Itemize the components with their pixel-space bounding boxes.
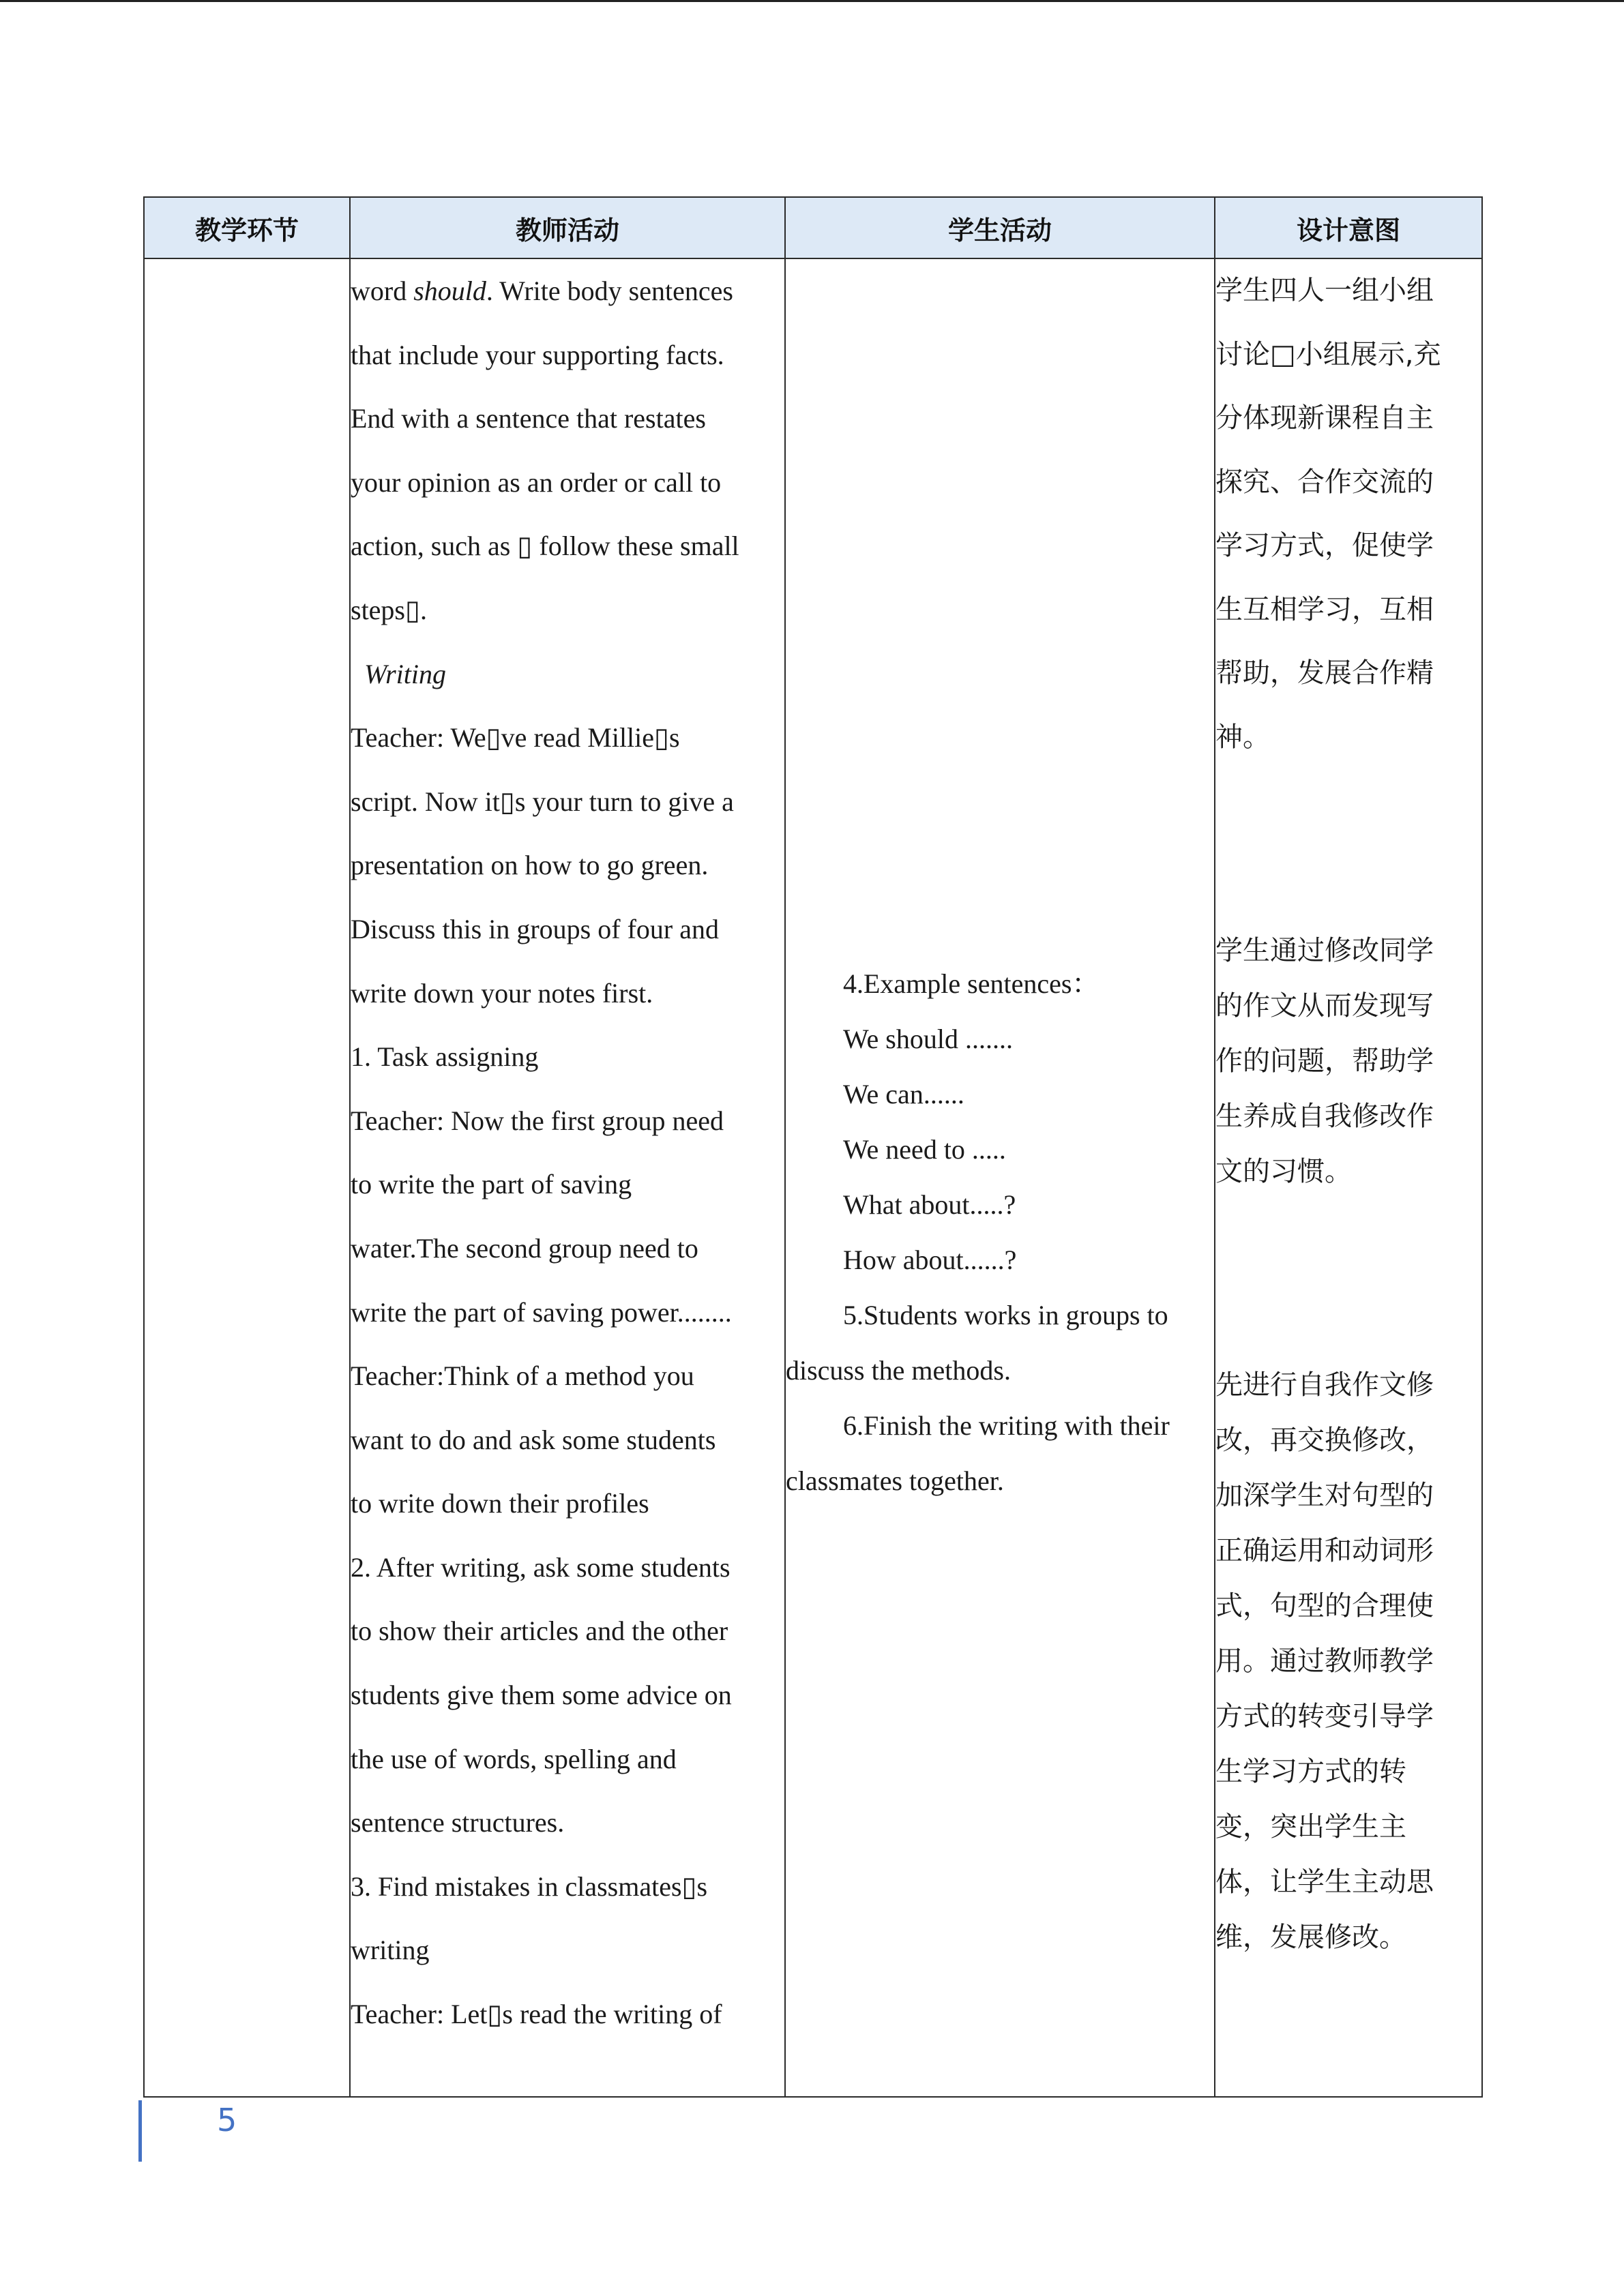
teacher-activity-line: presentation on how to go green. — [351, 850, 709, 881]
teacher-activity-line: script. Now it▯s your turn to give a — [351, 786, 734, 817]
student-activity-line: We need to ..... — [843, 1134, 1006, 1165]
design-spacer-1 — [1215, 769, 1481, 923]
header-teacher-activity: 教师活动 — [350, 197, 785, 258]
design-intent-line: 学生通过修改同学 — [1215, 935, 1434, 966]
design-intent-line: 维，发展修改。 — [1215, 1922, 1406, 1953]
student-activity-line: How about......? — [843, 1244, 1017, 1275]
teacher-activity-line: Teacher: We▯ve read Millie▯s — [351, 722, 680, 754]
teacher-activity-line: water.The second group need to — [351, 1232, 698, 1264]
design-intent-line: 神。 — [1215, 721, 1270, 753]
teacher-activity-line: 3. Find mistakes in classmates▯s — [351, 1870, 708, 1902]
teacher-activity-line: Teacher: Now the first group need — [351, 1105, 724, 1136]
design-intent-block-3 — [1215, 1358, 1481, 1965]
design-intent-line: 的作文从而发现写 — [1215, 990, 1434, 1022]
design-intent-line: 作的问题，帮助学 — [1215, 1045, 1434, 1077]
student-activity-cell — [785, 258, 1215, 2097]
design-intent-line: 先进行自我作文修 — [1215, 1369, 1434, 1401]
header-student-activity: 学生活动 — [785, 197, 1215, 258]
teacher-activity-line: write the part of saving power........ — [351, 1296, 732, 1328]
student-activity-line: 4.Example sentences： — [843, 968, 1099, 999]
teacher-activity-line: Teacher: Let▯s read the writing of — [351, 1999, 722, 2030]
student-top-spacer — [786, 259, 1214, 956]
teaching-stage-cell — [144, 258, 350, 2097]
design-spacer-2 — [1215, 1199, 1481, 1358]
teacher-activity-line: to show their articles and the other — [351, 1615, 728, 1647]
teacher-activity-line: 2. After writing, ask some students — [351, 1551, 730, 1583]
student-activity-line: discuss the methods. — [786, 1355, 1011, 1386]
teacher-activity-text — [351, 259, 784, 2046]
top-rule — [0, 0, 1624, 2]
teacher-activity-line: 1. Task assigning — [351, 1041, 539, 1073]
design-intent-line: 正确运用和动词形 — [1215, 1535, 1434, 1566]
teacher-activity-line: Discuss this in groups of four and — [351, 913, 719, 944]
design-intent-line: 学习方式，促使学 — [1215, 530, 1434, 561]
design-intent-line: 用。通过教师教学 — [1215, 1645, 1434, 1677]
design-intent-line: 探究、合作交流的 — [1215, 466, 1434, 498]
teacher-activity-line: to write the part of saving — [351, 1169, 632, 1200]
lesson-plan-table — [143, 196, 1483, 2098]
teacher-activity-line: action, such as ▯ follow these small — [351, 531, 739, 562]
teacher-activity-line: the use of words, spelling and — [351, 1743, 677, 1774]
teacher-activity-line: word should. Write body sentences — [351, 275, 733, 306]
design-intent-line: 体，让学生主动思 — [1215, 1866, 1434, 1898]
student-activity-line: 6.Finish the writing with their — [843, 1410, 1170, 1441]
design-intent-line: 文的习惯。 — [1215, 1156, 1352, 1187]
header-teaching-stage: 教学环节 — [144, 197, 350, 258]
teacher-activity-line: to write down their profiles — [351, 1488, 649, 1519]
design-intent-line: 讨论□小组展示,充 — [1215, 338, 1441, 370]
design-intent-line: 生学习方式的转 — [1215, 1756, 1406, 1787]
page-number-bar — [138, 2100, 142, 2162]
design-intent-line: 式，句型的合理使 — [1215, 1590, 1434, 1622]
teacher-activity-line: want to do and ask some students — [351, 1424, 716, 1455]
page-number: 5 — [217, 2102, 237, 2138]
design-intent-line: 改，再交换修改， — [1215, 1425, 1434, 1456]
teacher-activity-line: Teacher:Think of a method you — [351, 1360, 694, 1392]
student-activity-line: We can...... — [843, 1079, 964, 1109]
design-intent-line: 学生四人一组小组 — [1215, 275, 1434, 306]
student-activity-text — [786, 956, 1214, 1508]
teacher-activity-line: End with a sentence that restates — [351, 403, 706, 434]
teacher-activity-line: that include your supporting facts. — [351, 339, 724, 370]
design-intent-line: 变，突出学生主 — [1215, 1811, 1406, 1843]
design-intent-cell — [1215, 258, 1482, 2097]
teacher-activity-line: steps▯. — [351, 594, 428, 625]
design-intent-line: 生互相学习，互相 — [1215, 593, 1434, 625]
student-activity-line: classmates together. — [786, 1465, 1004, 1496]
student-activity-line: We should ....... — [843, 1024, 1013, 1054]
design-intent-line: 加深学生对句型的 — [1215, 1480, 1434, 1511]
table-row — [144, 258, 1482, 2097]
design-intent-line: 方式的转变引导学 — [1215, 1701, 1434, 1732]
design-intent-line: 生养成自我修改作 — [1215, 1101, 1434, 1132]
teacher-activity-cell — [350, 258, 785, 2097]
teacher-activity-line: your opinion as an order or call to — [351, 466, 722, 498]
student-activity-line: What about.....? — [843, 1189, 1016, 1220]
table-header-row — [144, 197, 1482, 258]
teacher-activity-line: Writing — [364, 658, 447, 689]
header-design-intent: 设计意图 — [1215, 197, 1482, 258]
teacher-activity-line: write down your notes first. — [351, 977, 653, 1009]
teacher-activity-line: writing — [351, 1935, 430, 1966]
design-intent-line: 帮助，发展合作精 — [1215, 657, 1434, 689]
teacher-activity-line: sentence structures. — [351, 1807, 565, 1838]
teacher-activity-line: students give them some advice on — [351, 1680, 732, 1711]
design-intent-block-2 — [1215, 923, 1481, 1199]
design-intent-line: 分体现新课程自主 — [1215, 402, 1434, 434]
student-activity-line: 5.Students works in groups to — [843, 1300, 1168, 1330]
design-intent-block-1 — [1215, 259, 1481, 769]
